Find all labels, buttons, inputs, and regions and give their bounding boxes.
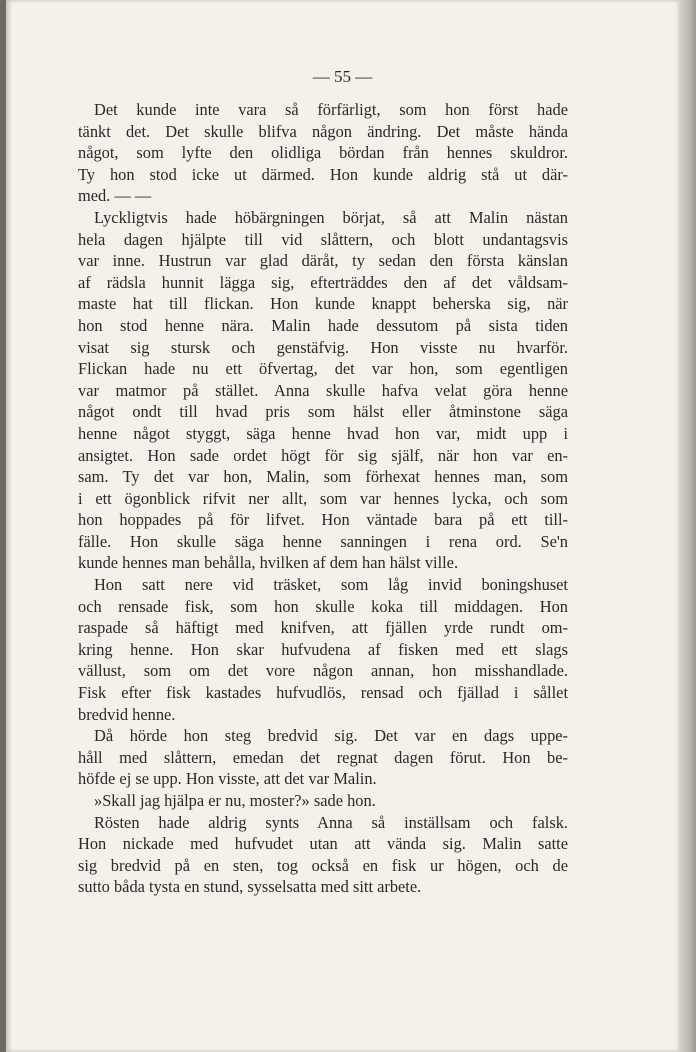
body-text bbox=[78, 99, 568, 898]
page-number: — 55 — bbox=[312, 67, 373, 86]
text-line: i ett ögonblick rifvit ner allt, som var hennes lycka, och som bbox=[78, 488, 568, 508]
text-line: Fisk efter fisk kastades hufvudlös, rensad och fjällad i sållet bbox=[78, 683, 568, 703]
text-line: Hon nickade med hufvudet utan att vända sig. Malin satte bbox=[78, 834, 568, 854]
text-line: Ty hon stod icke ut därmed. Hon kunde aldrig stå ut där- bbox=[78, 164, 568, 184]
text-line: maste hat till flickan. Hon kunde knappt beherska sig, när bbox=[78, 294, 568, 314]
text-line: Lyckligtvis hade höbärgningen börjat, så att Malin nästan bbox=[94, 207, 568, 227]
text-line: Flickan hade nu ett öfvertag, det var hon, som egentligen bbox=[78, 359, 568, 379]
text-line: höfde ej se upp. Hon visste, att det var Malin. bbox=[78, 769, 377, 789]
text-line: något, som lyfte den olidliga bördan från hennes skuldror. bbox=[78, 143, 568, 163]
page-edge bbox=[679, 0, 696, 1052]
book-page bbox=[6, 0, 679, 1052]
text-line: »Skall jag hjälpa er nu, moster?» sade hon. bbox=[94, 791, 376, 810]
text-line: sam. Ty det var hon, Malin, som förhexat hennes man, som bbox=[78, 467, 568, 487]
text-line: håll med slåttern, emedan det regnat dagen förut. Hon be- bbox=[78, 747, 568, 767]
text-line: visat sig stursk och genstäfvig. Hon visste nu hvarför. bbox=[78, 337, 568, 357]
text-line: var matmor på stället. Anna skulle hafva velat göra henne bbox=[78, 380, 568, 400]
text-line: Då hörde hon steg bredvid sig. Det var en dags uppe- bbox=[94, 726, 568, 746]
text-line: af rädsla hunnit lägga sig, efterträddes den af det våldsam- bbox=[78, 272, 568, 292]
text-line: och rensade fisk, som hon skulle koka till middagen. Hon bbox=[78, 596, 568, 616]
text-line: raspade så häftigt med knifven, att fjällen yrde rundt om- bbox=[78, 618, 568, 638]
text-line: bredvid henne. bbox=[78, 704, 176, 724]
text-line: tänkt det. Det skulle blifva någon ändring. Det måste hända bbox=[78, 121, 568, 141]
text-line: något ondt till hvad pris som hälst eller åtminstone säga bbox=[78, 402, 568, 422]
text-line: Det kunde inte vara så förfärligt, som hon först hade bbox=[94, 100, 568, 119]
text-line: kring henne. Hon skar hufvudena af fisken med ett slags bbox=[78, 639, 568, 659]
text-line: fälle. Hon skulle säga henne sanningen i rena ord. Se'n bbox=[78, 531, 568, 551]
text-line: med. — — bbox=[78, 186, 152, 206]
text-line: hon stod henne nära. Malin hade dessutom på sista tiden bbox=[78, 315, 568, 335]
text-line: kunde hennes man behålla, hvilken af dem han hälst ville. bbox=[78, 553, 459, 573]
text-line: sutto båda tysta en stund, sysselsatta med sitt arbete. bbox=[78, 877, 422, 897]
text-line: hela dagen hjälpte till vid slåttern, och blott undantagsvis bbox=[78, 229, 568, 249]
text-line: var inne. Hustrun var glad däråt, ty sedan den första känslan bbox=[78, 251, 568, 271]
text-line: ansigtet. Hon sade ordet högt för sig själf, när hon var en- bbox=[78, 445, 568, 465]
text-line: Hon satt nere vid träsket, som låg invid boningshuset bbox=[94, 575, 568, 595]
text-line: vällust, som om det vore någon annan, hon misshandlade. bbox=[78, 661, 568, 681]
text-line: Rösten hade aldrig synts Anna så inställsam och falsk. bbox=[94, 812, 568, 832]
text-line: henne något styggt, säga henne hvad hon var, midt upp i bbox=[78, 423, 568, 443]
text-line: sig bredvid på en sten, tog också en fisk ur högen, och de bbox=[78, 855, 568, 875]
text-line: hon hoppades på för lifvet. Hon väntade bara på ett till- bbox=[78, 510, 568, 530]
